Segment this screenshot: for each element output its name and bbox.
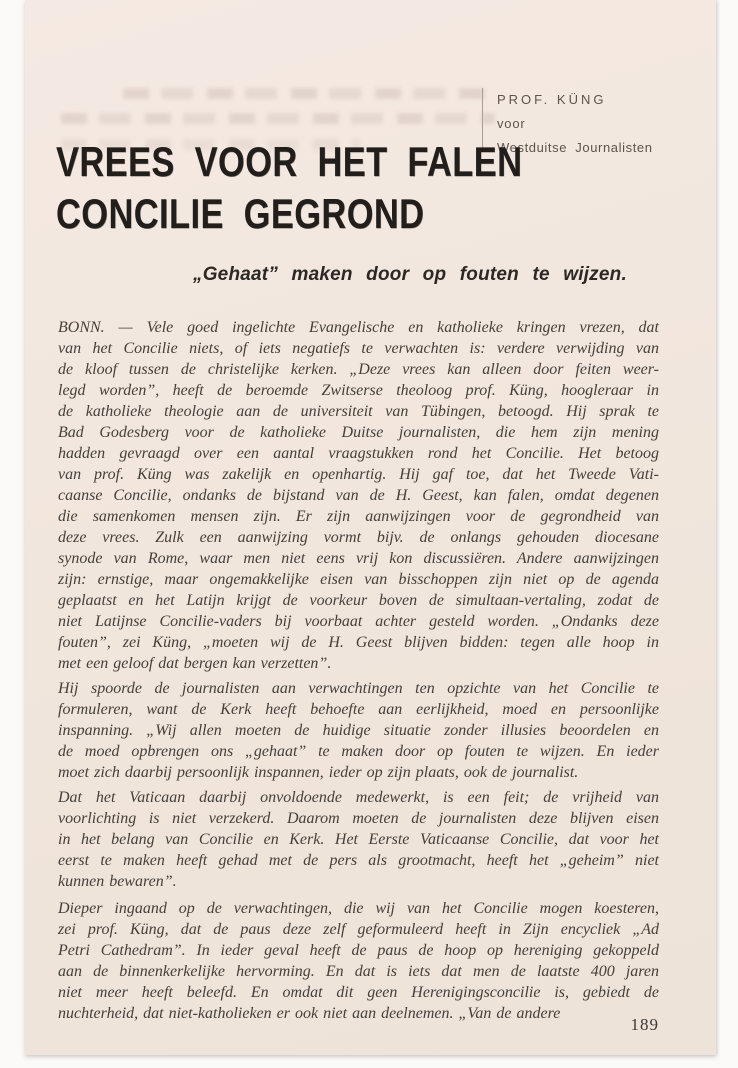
body-line: de kloof tussen de christelijke kerken. „Deze vrees kan alleen door feiten weer-: [58, 361, 659, 378]
body-line: niet Latijnse Concilie-vaders bij voorbaat achter gesteld worden. „Ondanks deze: [58, 613, 659, 630]
body-line: zijn: ernstige, maar ongemakkelijke eisen van bisschoppen zijn niet op de agenda: [58, 571, 659, 588]
body-line: synode van Rome, waar men niet eens vrij kon discussiëren. Andere aanwijzingen: [58, 550, 659, 567]
body-line: Petri Cathedram”. In ieder geval heeft de paus de hoop op hereniging gekoppeld: [58, 942, 659, 959]
article-headline: [56, 136, 625, 240]
body-line: niet meer heeft beleefd. En omdat dit geen Herenigingsconcilie is, gebiedt de: [58, 984, 659, 1001]
body-line: hadden gevraagd over een aantal vraagstukken rond het Concilie. Het betoog: [58, 445, 659, 462]
bleed-through-text: [123, 88, 493, 99]
body-line: die samenkomen mensen zijn. Er zijn aanwijzingen voor de gegrondheid van: [58, 508, 659, 525]
kicker-audience: Westduitse Journalisten: [497, 140, 653, 155]
kicker-connector: voor: [497, 116, 526, 131]
body-line: legd worden”, heeft de beroemde Zwitserse theoloog prof. Küng, hoogleraar in: [58, 382, 659, 399]
page-number: 189: [630, 1015, 659, 1034]
body-line: caanse Concilie, ondanks de bijstand van de H. Geest, kan falen, omdat degenen: [58, 487, 659, 504]
body-line: fouten”, zei Küng, „moeten wij de H. Geest blijven bidden: tegen alle hoop in: [58, 634, 659, 651]
body-line: BONN. — Vele goed ingelichte Evangelische en katholieke kringen vrezen, dat: [58, 319, 659, 336]
headline-line-1: VREES VOOR HET FALEN: [56, 138, 523, 185]
body-line: geplaatst en het Latijn krijgt de voorkeur boven de simultaan-vertaling, zodat de: [58, 592, 659, 609]
body-line: voorlichting is niet verzekerd. Daarom moeten de journalisten deze blijven eisen: [58, 810, 659, 827]
kicker-speaker: PROF. KÜNG: [497, 92, 607, 107]
body-line: formuleren, want de Kerk heeft behoefte aan eerlijkheid, moed en persoonlijke: [58, 701, 659, 718]
body-line: Dat het Vaticaan daarbij onvoldoende medewerkt, is een feit; de vrijheid van: [58, 789, 659, 806]
body-paragraph: [58, 787, 659, 892]
article-body: [58, 317, 659, 1028]
scanned-page: [25, 0, 716, 1055]
body-paragraph: [58, 317, 659, 674]
body-line: aan de binnenkerkelijke hervorming. En dat is iets dat men de laatste 400 jaren: [58, 963, 659, 980]
body-line: met een geloof dat bergen kan verzetten”.: [58, 655, 332, 672]
body-line: de moed opbrengen ons „gehaat” te maken door op fouten te wijzen. En ieder: [58, 743, 659, 760]
bleed-through-text: [61, 113, 495, 124]
body-line: Dieper ingaand op de verwachtingen, die wij van het Concilie mogen koesteren,: [58, 900, 659, 917]
body-line: zei prof. Küng, dat de paus deze zelf geformuleerd heeft in Zijn encycliek „Ad: [58, 921, 659, 938]
headline-line-2: CONCILIE GEGROND: [56, 190, 425, 237]
body-paragraph: [58, 898, 659, 1024]
body-line: moet zich daarbij persoonlijk inspannen, ieder op zijn plaats, ook de journalist.: [58, 764, 579, 781]
body-line: eerst te maken heeft gehad met de pers als grootmacht, heeft het „geheim” niet: [58, 852, 659, 869]
body-line: deze vrees. Zulk een aanwijzing vormt bijv. de onlangs gehouden diocesane: [58, 529, 659, 546]
body-line: nuchterheid, dat niet-katholieken er ook niet aan deelnemen. „Van de andere: [58, 1005, 561, 1022]
body-line: Hij spoorde de journalisten aan verwachtingen ten opzichte van het Concilie te: [58, 680, 659, 697]
body-line: inspanning. „Wij allen moeten de huidige situatie zonder illusies beoordelen en: [58, 722, 659, 739]
body-line: kunnen bewaren”.: [58, 873, 177, 890]
body-line: de katholieke theologie aan de universiteit van Tübingen, betoogd. Hij sprak te: [58, 403, 659, 420]
article-subhead: „Gehaat” maken door op fouten te wijzen.: [193, 264, 627, 285]
body-paragraph: [58, 678, 659, 783]
body-line: van het Concilie niets, of iets negatiefs te verwachten is: verdere verwijding van: [58, 340, 659, 357]
body-line: in het belang van Concilie en Kerk. Het Eerste Vaticaanse Concilie, dat voor het: [58, 831, 659, 848]
body-line: Bad Godesberg voor de katholieke Duitse journalisten, die hem zijn mening: [58, 424, 659, 441]
body-line: van prof. Küng was zakelijk en openhartig. Hij gaf toe, dat het Tweede Vati-: [58, 466, 659, 483]
